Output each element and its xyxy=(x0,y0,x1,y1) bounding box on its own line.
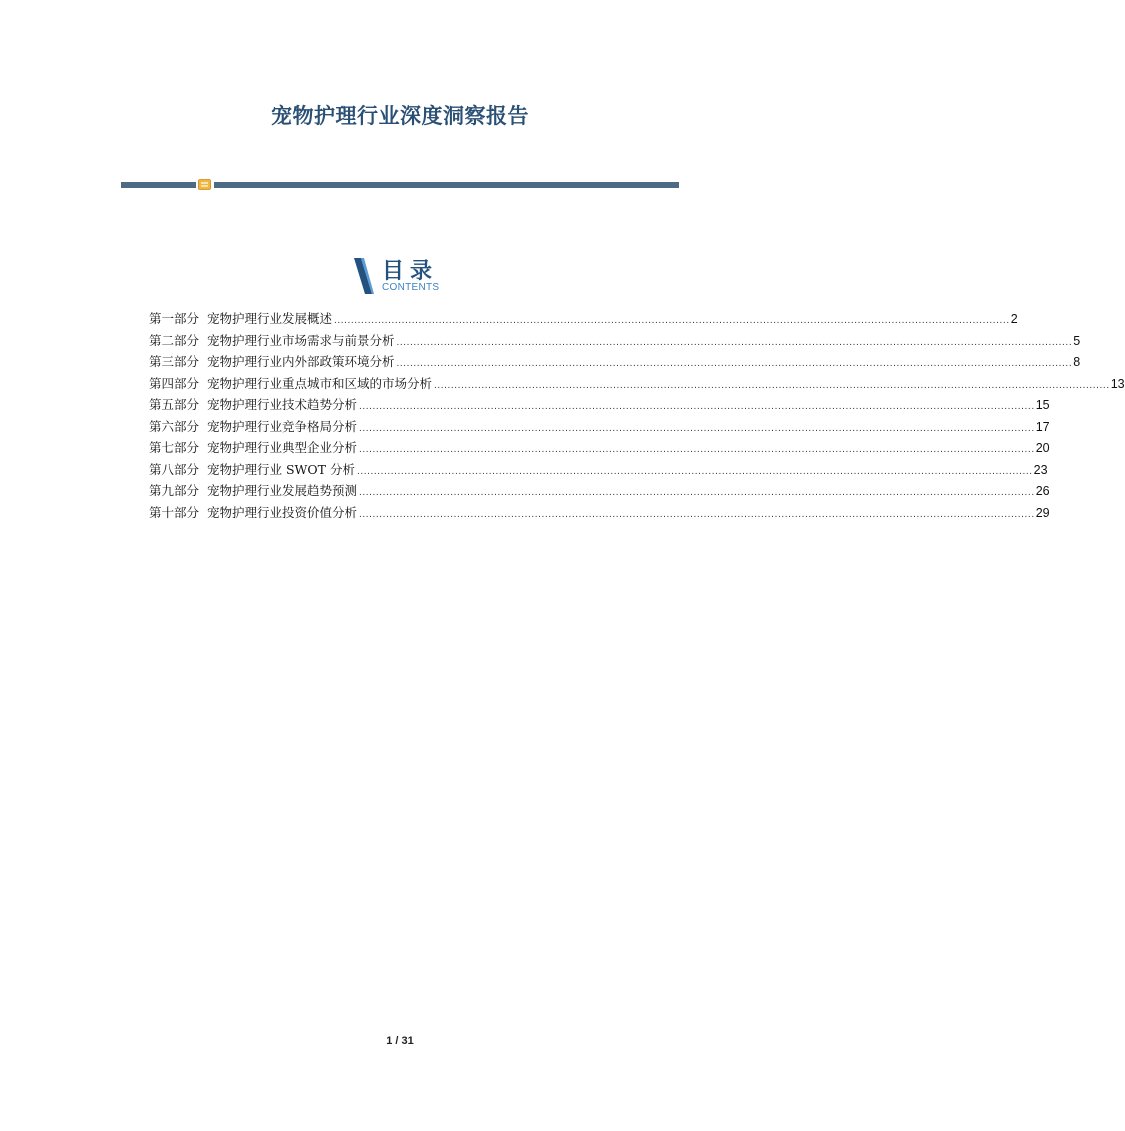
toc-item-page: 13 xyxy=(1110,376,1125,391)
document-icon xyxy=(198,179,211,190)
toc-item[interactable] xyxy=(149,394,1050,416)
toc-item[interactable] xyxy=(149,416,1050,438)
toc-item-part: 第二部分 xyxy=(149,332,200,348)
toc-item-title: 宠物护理行业发展概述 xyxy=(207,311,333,326)
toc-item-leader: ........................................................................................................................................................................................................ xyxy=(396,358,1073,369)
toc-item[interactable] xyxy=(149,308,1018,330)
toc-item-leader: ........................................................................................................................................................................................................ xyxy=(359,508,1035,520)
toc-list xyxy=(149,308,1125,523)
toc-heading xyxy=(352,256,462,296)
toc-item-page: 2 xyxy=(1010,312,1018,326)
page-number: 1 / 31 xyxy=(386,1035,414,1047)
toc-item-page: 8 xyxy=(1073,355,1081,369)
toc-item[interactable] xyxy=(149,437,1050,459)
toc-item[interactable] xyxy=(149,351,1081,373)
toc-item[interactable] xyxy=(149,502,1050,524)
toc-item-part: 第九部分 xyxy=(149,483,200,498)
toc-item-part: 第四部分 xyxy=(149,375,200,391)
toc-item-leader: ........................................................................................................................................................................................................ xyxy=(356,465,1033,477)
toc-item-leader: ........................................................................................................................................................................................................ xyxy=(359,487,1035,498)
toc-heading-en: CONTENTS xyxy=(382,282,440,293)
toc-item-title: 宠物护理行业投资价值分析 xyxy=(207,504,358,520)
toc-item-leader: ........................................................................................................................................................................................................ xyxy=(359,444,1035,455)
toc-item-title: 宠物护理行业竞争格局分析 xyxy=(207,418,358,434)
toc-item-leader: ........................................................................................................................................................................................................ xyxy=(359,422,1035,434)
toc-item-title: 宠物护理行业典型企业分析 xyxy=(207,440,358,455)
toc-item-part: 第七部分 xyxy=(149,440,200,455)
toc-item-part: 第一部分 xyxy=(149,311,200,326)
toc-item-title: 宠物护理行业发展趋势预测 xyxy=(207,483,358,498)
toc-item-page: 26 xyxy=(1035,484,1050,498)
toc-item-leader: ........................................................................................................................................................................................................ xyxy=(434,379,1110,391)
toc-item-part: 第三部分 xyxy=(149,354,200,369)
page-title: 宠物护理行业深度洞察报告 xyxy=(271,104,529,128)
toc-item-leader: ........................................................................................................................................................................................................ xyxy=(359,401,1035,412)
toc-item-title: 宠物护理行业市场需求与前景分析 xyxy=(207,332,395,348)
toc-item-page: 20 xyxy=(1035,441,1050,455)
toc-item[interactable] xyxy=(149,459,1048,481)
toc-item-page: 29 xyxy=(1035,505,1050,520)
toc-item-page: 17 xyxy=(1035,419,1050,434)
toc-item[interactable] xyxy=(149,330,1081,352)
toc-item-page: 23 xyxy=(1033,462,1048,477)
toc-item-leader: ........................................................................................................................................................................................................ xyxy=(396,336,1073,348)
toc-item-part: 第八部分 xyxy=(149,461,200,477)
toc-item-page: 15 xyxy=(1035,398,1050,412)
toc-item-part: 第十部分 xyxy=(149,504,200,520)
toc-item-title: 宠物护理行业重点城市和区域的市场分析 xyxy=(207,375,433,391)
toc-item-part: 第五部分 xyxy=(149,397,200,412)
toc-item-title: 宠物护理行业内外部政策环境分析 xyxy=(207,354,395,369)
header-rule-right xyxy=(214,182,679,188)
toc-bar-icon xyxy=(352,258,374,294)
toc-item-part: 第六部分 xyxy=(149,418,200,434)
toc-item-title: 宠物护理行业 SWOT 分析 xyxy=(207,461,355,477)
toc-item-leader: ........................................................................................................................................................................................................ xyxy=(334,315,1010,326)
toc-item-title: 宠物护理行业技术趋势分析 xyxy=(207,397,358,412)
header-rule-left xyxy=(121,182,196,188)
toc-item-page: 5 xyxy=(1073,333,1081,348)
toc-item[interactable] xyxy=(149,373,1125,395)
toc-item[interactable] xyxy=(149,480,1050,502)
toc-heading-zh: 目录 xyxy=(382,259,439,284)
